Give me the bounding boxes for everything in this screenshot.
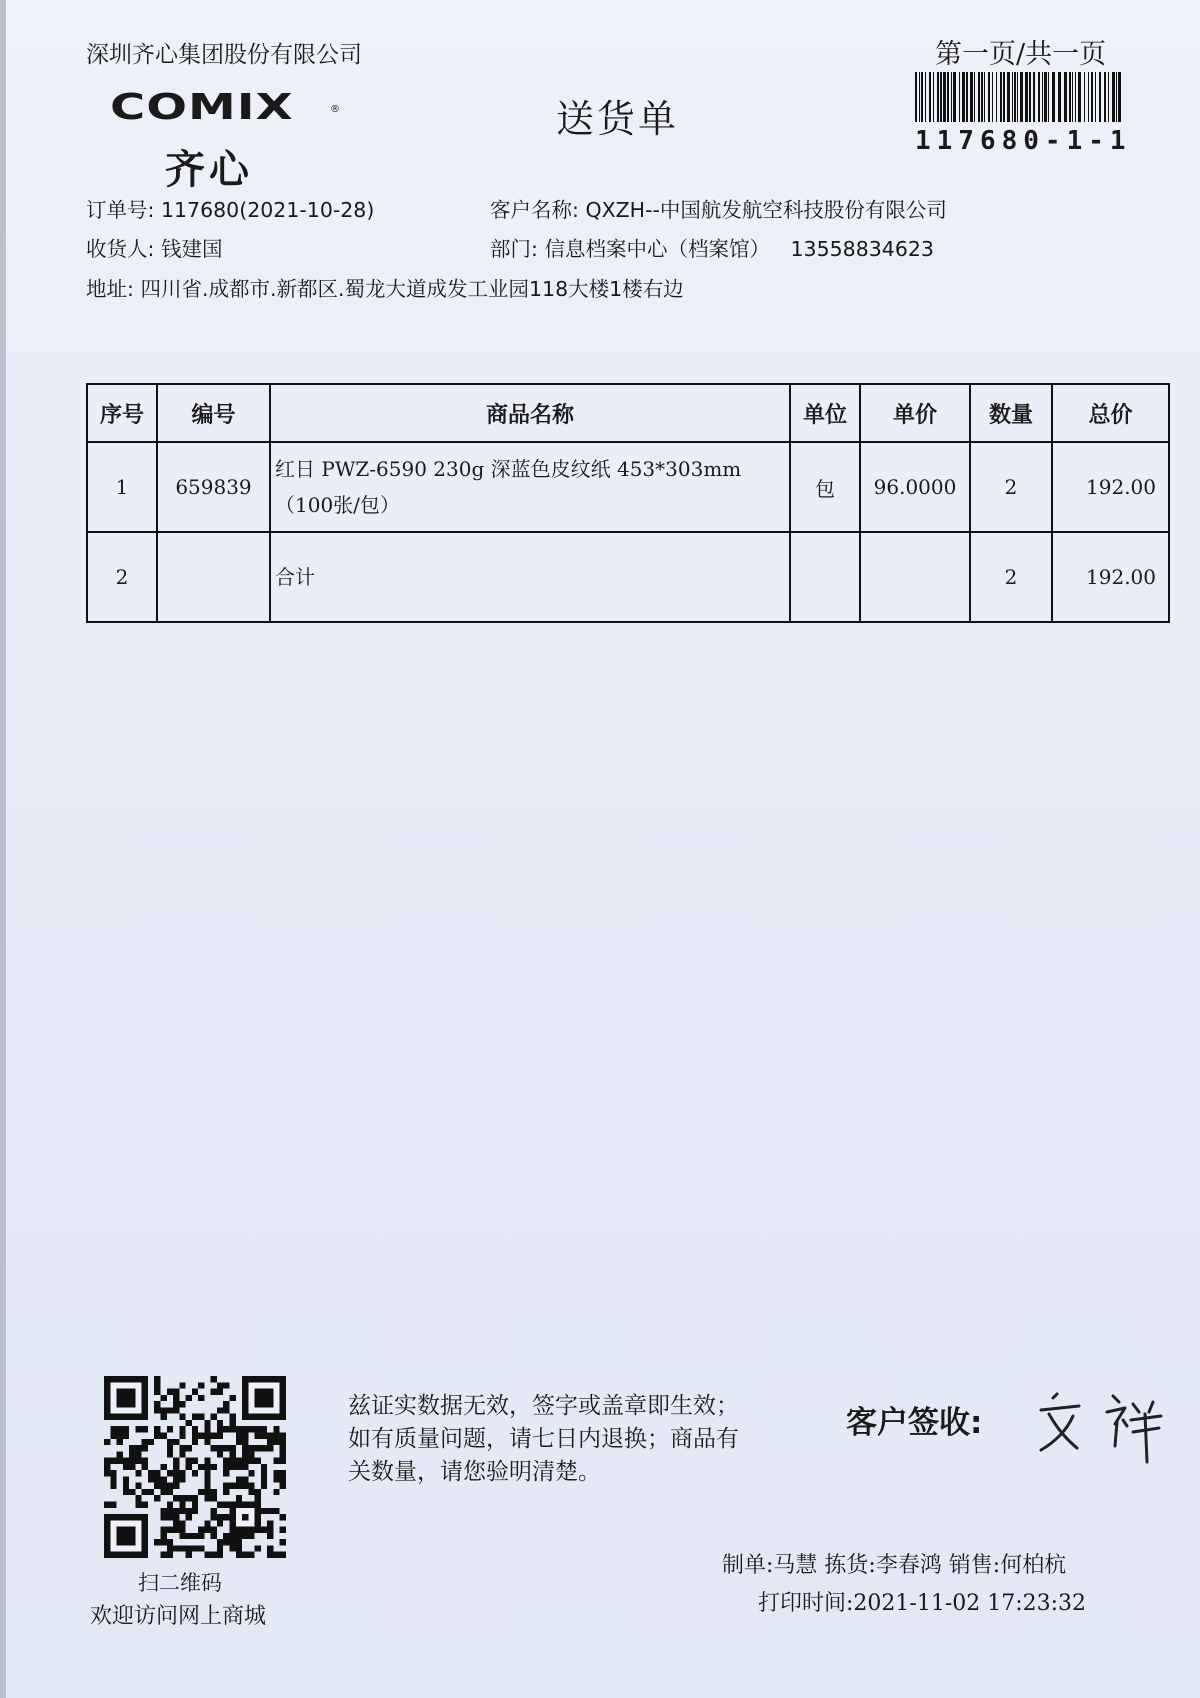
- address-value: 四川省.成都市.新都区.蜀龙大道成发工业园118大楼1楼右边: [140, 277, 684, 301]
- cell-total: 192.00: [1052, 532, 1169, 622]
- comix-logo-chinese: 齐心: [165, 147, 253, 193]
- cell-seq: 1: [87, 442, 157, 532]
- cell-sum-label: 合计: [270, 532, 790, 622]
- order-number-value: 117680(2021-10-28): [160, 198, 375, 222]
- cell-seq: 2: [87, 532, 157, 622]
- receiver-value: 钱建国: [160, 237, 223, 261]
- items-table: [86, 383, 1170, 623]
- header-total: 总价: [1052, 384, 1169, 442]
- qr-caption: 扫二维码: [138, 1571, 222, 1595]
- cell-code: [157, 532, 270, 622]
- customer-name-value: QXZH--中国航发航空科技股份有限公司: [585, 198, 947, 222]
- cell-quantity: 2: [970, 532, 1052, 622]
- header-product-name: 商品名称: [270, 384, 790, 442]
- table-header-row: [87, 384, 1169, 442]
- company-name: 深圳齐心集团股份有限公司: [86, 42, 362, 68]
- customer-sign-label: 客户签收:: [846, 1405, 983, 1441]
- header-price: 单价: [860, 384, 970, 442]
- table-row-sum: [87, 532, 1169, 622]
- product-name-line2: （100张/包）: [275, 493, 400, 517]
- cell-product-name: [270, 442, 790, 532]
- customer-name-label: 客户名称:: [490, 198, 579, 222]
- department-value: 信息档案中心（档案馆）: [544, 237, 770, 261]
- header-code: 编号: [157, 384, 270, 442]
- qr-caption-mall: 欢迎访问网上商城: [90, 1604, 267, 1629]
- cell-price: [860, 532, 970, 622]
- barcode-number: 117680-1-1: [915, 126, 1132, 156]
- receiver-field: [86, 232, 222, 262]
- document-title: 送货单: [556, 97, 680, 141]
- table-row: [87, 442, 1169, 532]
- product-name-line1: 红日 PWZ-6590 230g 深蓝色皮纹纸 453*303mm: [275, 457, 742, 481]
- department-phone: 13558834623: [790, 237, 934, 261]
- barcode-image: [913, 72, 1123, 122]
- order-number-label: 订单号:: [86, 198, 155, 222]
- cell-total: 192.00: [1052, 442, 1169, 532]
- cell-code: 659839: [157, 442, 270, 532]
- staff-line: 制单:马慧 拣货:李春鸿 销售:何柏杭: [722, 1553, 1067, 1578]
- cell-unit: 包: [790, 442, 860, 532]
- header-unit: 单位: [790, 384, 860, 442]
- header-seq: 序号: [87, 384, 157, 442]
- address-label: 地址:: [86, 277, 134, 301]
- customer-name-field: [490, 193, 947, 223]
- comix-logo-text: COMIX: [110, 86, 294, 128]
- handwritten-signature: [1035, 1376, 1175, 1466]
- address-field: [86, 272, 684, 302]
- registered-mark: ®: [330, 104, 340, 115]
- cell-quantity: 2: [970, 442, 1052, 532]
- receiver-label: 收货人:: [86, 237, 155, 261]
- print-time: 打印时间:2021-11-02 17:23:32: [758, 1591, 1087, 1616]
- qr-code-image: [104, 1376, 286, 1558]
- paper-edge: [0, 0, 6, 1698]
- department-label: 部门:: [490, 237, 538, 261]
- order-number-field: [86, 193, 374, 223]
- page-indicator: 第一页/共一页: [935, 39, 1107, 70]
- notice-text: 兹证实数据无效，签字或盖章即生效；如有质量问题，请七日内退换；商品有关数量，请您验明清楚。: [348, 1393, 739, 1485]
- department-field: [490, 232, 934, 262]
- cell-price: 96.0000: [860, 442, 970, 532]
- header-quantity: 数量: [970, 384, 1052, 442]
- cell-unit: [790, 532, 860, 622]
